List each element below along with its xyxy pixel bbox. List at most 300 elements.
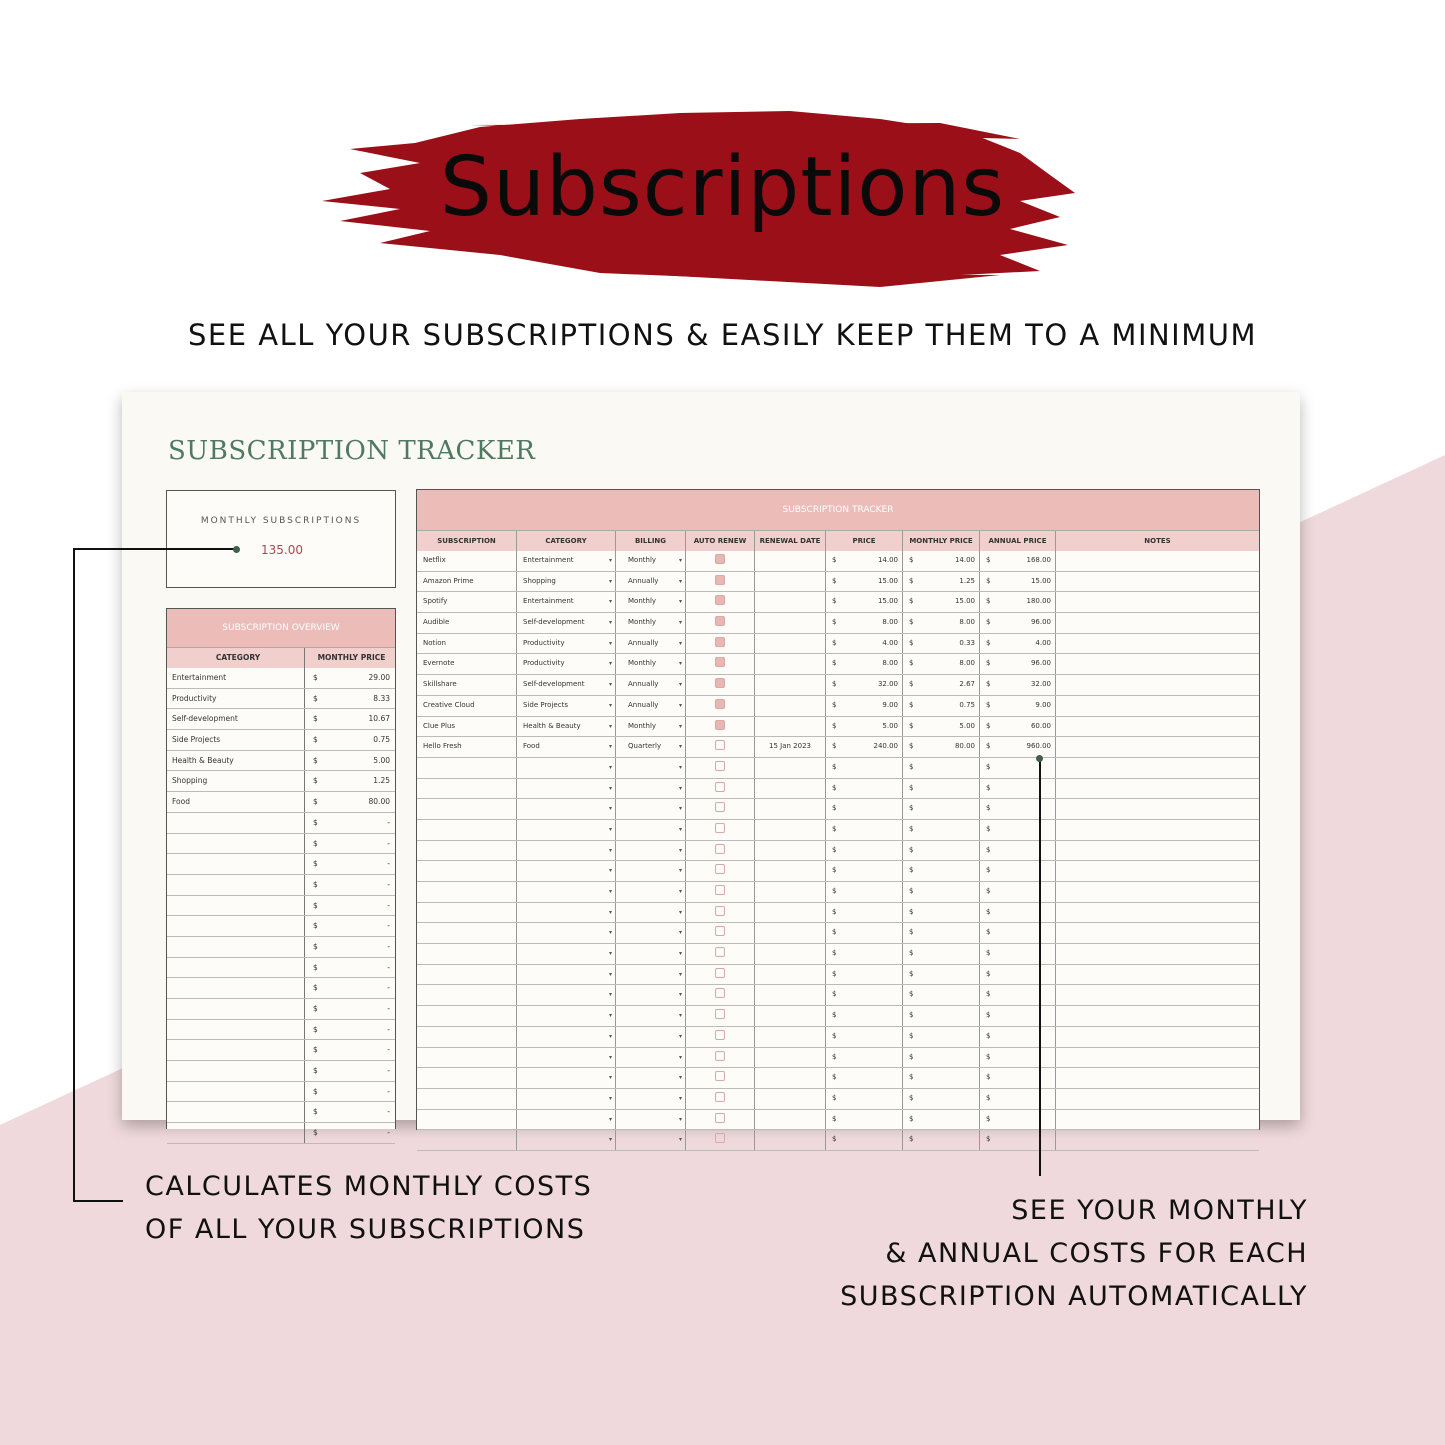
dropdown-arrow-icon[interactable]: ▾ xyxy=(608,991,612,999)
currency-symbol: $ xyxy=(313,797,318,807)
price-cell xyxy=(826,903,903,923)
auto-renew-checkbox[interactable] xyxy=(715,720,725,730)
notes-cell[interactable] xyxy=(1056,1027,1259,1047)
dropdown-arrow-icon[interactable]: ▾ xyxy=(678,743,682,751)
billing-dropdown[interactable] xyxy=(616,696,686,716)
dropdown-arrow-icon[interactable]: ▾ xyxy=(608,950,612,958)
dropdown-arrow-icon[interactable]: ▾ xyxy=(608,888,612,895)
subscription-cell[interactable] xyxy=(417,799,517,819)
overview-category-cell[interactable] xyxy=(167,1061,305,1081)
renewal-date-cell[interactable] xyxy=(755,551,826,571)
renewal-date-cell[interactable] xyxy=(755,903,826,923)
overview-price-value: 1.25 xyxy=(373,776,390,786)
category-dropdown[interactable] xyxy=(517,1006,616,1026)
overview-category-cell[interactable] xyxy=(167,854,305,874)
auto-renew-checkbox[interactable] xyxy=(715,1009,725,1019)
renewal-date-cell[interactable] xyxy=(755,696,826,716)
renewal-date-cell[interactable] xyxy=(755,861,826,881)
dropdown-arrow-icon[interactable]: ▾ xyxy=(678,784,682,792)
overview-body xyxy=(167,668,395,1144)
category-dropdown[interactable] xyxy=(517,592,616,612)
subscription-cell[interactable]: Creative Cloud xyxy=(417,696,517,716)
price-cell xyxy=(826,1006,903,1026)
subscription-cell[interactable] xyxy=(417,1130,517,1150)
renewal-date-cell[interactable] xyxy=(755,944,826,964)
overview-category-cell[interactable] xyxy=(167,896,305,916)
billing-dropdown[interactable] xyxy=(616,779,686,799)
overview-price-value: - xyxy=(387,879,390,889)
overview-category-cell[interactable] xyxy=(167,1102,305,1122)
subscription-overview-table xyxy=(166,608,396,1138)
subscription-cell[interactable]: Clue Plus xyxy=(417,717,517,737)
category-dropdown[interactable] xyxy=(517,1048,616,1068)
overview-price-cell xyxy=(305,668,395,688)
category-dropdown[interactable] xyxy=(517,654,616,674)
overview-category-cell[interactable] xyxy=(167,999,305,1019)
overview-category-cell[interactable] xyxy=(167,958,305,978)
dropdown-arrow-icon[interactable]: ▾ xyxy=(678,577,682,585)
billing-dropdown[interactable] xyxy=(616,675,686,695)
overview-category-cell[interactable]: Food xyxy=(167,792,305,812)
renewal-date-cell[interactable] xyxy=(755,841,826,861)
overview-category-cell[interactable] xyxy=(167,916,305,936)
auto-renew-checkbox[interactable] xyxy=(715,740,725,750)
billing-dropdown[interactable] xyxy=(616,965,686,985)
notes-cell[interactable] xyxy=(1056,634,1259,654)
dropdown-arrow-icon[interactable]: ▾ xyxy=(678,1074,682,1082)
category-dropdown[interactable] xyxy=(517,551,616,571)
currency-symbol: $ xyxy=(832,783,837,792)
overview-category-cell[interactable] xyxy=(167,813,305,833)
category-dropdown[interactable] xyxy=(517,613,616,633)
price-cell xyxy=(826,841,903,861)
dropdown-arrow-icon[interactable]: ▾ xyxy=(608,1012,612,1020)
subscription-cell[interactable] xyxy=(417,944,517,964)
overview-category-cell[interactable] xyxy=(167,978,305,998)
dropdown-arrow-icon[interactable]: ▾ xyxy=(678,929,682,937)
auto-renew-checkbox[interactable] xyxy=(715,1092,725,1102)
category-dropdown[interactable] xyxy=(517,1089,616,1109)
renewal-date-cell[interactable] xyxy=(755,572,826,592)
billing-dropdown[interactable] xyxy=(616,799,686,819)
subscription-cell[interactable] xyxy=(417,1006,517,1026)
category-dropdown[interactable] xyxy=(517,1110,616,1130)
billing-dropdown[interactable] xyxy=(616,1130,686,1150)
billing-dropdown[interactable] xyxy=(616,613,686,633)
notes-cell[interactable] xyxy=(1056,717,1259,737)
category-dropdown[interactable] xyxy=(517,903,616,923)
subscription-cell[interactable] xyxy=(417,841,517,861)
auto-renew-checkbox[interactable] xyxy=(715,678,725,688)
currency-symbol: $ xyxy=(986,824,991,833)
dropdown-arrow-icon[interactable]: ▾ xyxy=(678,1094,682,1102)
renewal-date-cell[interactable] xyxy=(755,675,826,695)
category-dropdown[interactable] xyxy=(517,696,616,716)
notes-cell[interactable] xyxy=(1056,841,1259,861)
notes-cell[interactable] xyxy=(1056,779,1259,799)
billing-dropdown[interactable] xyxy=(616,861,686,881)
category-dropdown[interactable] xyxy=(517,779,616,799)
notes-cell[interactable] xyxy=(1056,903,1259,923)
notes-cell[interactable] xyxy=(1056,985,1259,1005)
dropdown-arrow-icon[interactable]: ▾ xyxy=(608,1053,612,1061)
billing-dropdown[interactable] xyxy=(616,944,686,964)
auto-renew-checkbox[interactable] xyxy=(715,616,725,626)
category-dropdown[interactable] xyxy=(517,1130,616,1150)
notes-cell[interactable] xyxy=(1056,799,1259,819)
category-dropdown[interactable] xyxy=(517,1027,616,1047)
annual-price-cell-value: 168.00 xyxy=(1026,556,1051,564)
dropdown-arrow-icon[interactable]: ▾ xyxy=(608,867,612,875)
notes-cell[interactable] xyxy=(1056,572,1259,592)
subscription-cell[interactable]: Netflix xyxy=(417,551,517,571)
dropdown-arrow-icon[interactable]: ▾ xyxy=(678,1115,682,1123)
notes-cell[interactable] xyxy=(1056,965,1259,985)
auto-renew-cell xyxy=(686,799,755,819)
billing-dropdown[interactable] xyxy=(616,1110,686,1130)
billing-dropdown[interactable] xyxy=(616,903,686,923)
notes-cell[interactable] xyxy=(1056,1048,1259,1068)
billing-dropdown[interactable] xyxy=(616,985,686,1005)
subscription-cell[interactable]: Spotify xyxy=(417,592,517,612)
currency-symbol: $ xyxy=(909,721,914,730)
subscription-cell[interactable] xyxy=(417,758,517,778)
price-cell xyxy=(826,717,903,737)
notes-cell[interactable] xyxy=(1056,737,1259,757)
billing-dropdown[interactable] xyxy=(616,654,686,674)
auto-renew-cell xyxy=(686,634,755,654)
dropdown-arrow-icon[interactable]: ▾ xyxy=(678,598,682,606)
dropdown-arrow-icon[interactable]: ▾ xyxy=(608,1136,612,1144)
renewal-date-cell[interactable] xyxy=(755,592,826,612)
billing-dropdown[interactable] xyxy=(616,1089,686,1109)
renewal-date-cell[interactable] xyxy=(755,1006,826,1026)
price-cell-value: 15.00 xyxy=(877,576,898,585)
category-dropdown[interactable] xyxy=(517,882,616,902)
renewal-date-cell[interactable] xyxy=(755,985,826,1005)
overview-category-cell[interactable] xyxy=(167,1082,305,1102)
dropdown-arrow-icon[interactable]: ▾ xyxy=(608,846,612,854)
notes-cell[interactable] xyxy=(1056,758,1259,778)
dropdown-arrow-icon[interactable]: ▾ xyxy=(678,888,682,895)
renewal-date-cell[interactable] xyxy=(755,799,826,819)
auto-renew-checkbox[interactable] xyxy=(715,988,725,998)
overview-price-value: 29.00 xyxy=(368,673,390,682)
overview-category-cell[interactable] xyxy=(167,1040,305,1060)
renewal-date-cell[interactable] xyxy=(755,779,826,799)
renewal-date-cell[interactable] xyxy=(755,634,826,654)
category-dropdown[interactable] xyxy=(517,717,616,737)
auto-renew-checkbox[interactable] xyxy=(715,844,725,854)
renewal-date-cell[interactable] xyxy=(755,882,826,902)
currency-symbol: $ xyxy=(832,928,837,937)
category-dropdown[interactable] xyxy=(517,944,616,964)
dropdown-arrow-icon[interactable]: ▾ xyxy=(678,681,682,689)
dropdown-arrow-icon[interactable]: ▾ xyxy=(608,660,612,668)
overview-category-cell[interactable] xyxy=(167,834,305,854)
category-dropdown[interactable] xyxy=(517,861,616,881)
category-dropdown[interactable] xyxy=(517,799,616,819)
renewal-date-cell[interactable] xyxy=(755,613,826,633)
category-dropdown[interactable] xyxy=(517,965,616,985)
subscription-cell[interactable] xyxy=(417,820,517,840)
dropdown-arrow-icon[interactable]: ▾ xyxy=(678,908,682,916)
annual-price-cell-value: 960.00 xyxy=(1026,742,1051,751)
billing-dropdown[interactable] xyxy=(616,923,686,943)
currency-symbol: $ xyxy=(832,700,837,709)
auto-renew-checkbox[interactable] xyxy=(715,595,725,605)
subscription-cell[interactable] xyxy=(417,861,517,881)
notes-cell[interactable] xyxy=(1056,1110,1259,1130)
auto-renew-checkbox[interactable] xyxy=(715,802,725,812)
subscription-cell[interactable] xyxy=(417,1089,517,1109)
notes-cell[interactable] xyxy=(1056,592,1259,612)
category-dropdown[interactable] xyxy=(517,985,616,1005)
renewal-date-cell[interactable] xyxy=(755,654,826,674)
notes-cell[interactable] xyxy=(1056,1006,1259,1026)
subscription-cell[interactable] xyxy=(417,985,517,1005)
auto-renew-checkbox[interactable] xyxy=(715,885,725,895)
headline: Subscriptions xyxy=(439,140,1006,235)
monthly-price-cell-value: 80.00 xyxy=(954,742,975,751)
category-dropdown[interactable] xyxy=(517,841,616,861)
price-cell xyxy=(826,1048,903,1068)
billing-dropdown[interactable] xyxy=(616,1027,686,1047)
overview-category-cell[interactable]: Self-development xyxy=(167,709,305,729)
billing-dropdown[interactable] xyxy=(616,737,686,757)
notes-cell[interactable] xyxy=(1056,1130,1259,1150)
dropdown-arrow-icon[interactable]: ▾ xyxy=(608,743,612,751)
renewal-date-cell[interactable] xyxy=(755,965,826,985)
dropdown-arrow-icon[interactable]: ▾ xyxy=(678,1012,682,1020)
renewal-date-cell[interactable] xyxy=(755,1027,826,1047)
billing-dropdown[interactable] xyxy=(616,758,686,778)
auto-renew-checkbox[interactable] xyxy=(715,699,725,709)
category-dropdown[interactable] xyxy=(517,737,616,757)
monthly-price-cell xyxy=(903,965,980,985)
auto-renew-checkbox[interactable] xyxy=(715,1030,725,1040)
billing-dropdown[interactable] xyxy=(616,1006,686,1026)
overview-category-cell[interactable]: Side Projects xyxy=(167,730,305,750)
dropdown-arrow-icon[interactable]: ▾ xyxy=(678,701,682,709)
dropdown-arrow-icon[interactable]: ▾ xyxy=(608,1032,612,1040)
auto-renew-checkbox[interactable] xyxy=(715,761,725,771)
notes-cell[interactable] xyxy=(1056,613,1259,633)
auto-renew-checkbox[interactable] xyxy=(715,575,725,585)
notes-cell[interactable] xyxy=(1056,820,1259,840)
auto-renew-checkbox[interactable] xyxy=(715,1071,725,1081)
overview-category-cell[interactable]: Productivity xyxy=(167,689,305,709)
subscription-cell[interactable]: Skillshare xyxy=(417,675,517,695)
category-dropdown[interactable] xyxy=(517,923,616,943)
dropdown-arrow-icon[interactable]: ▾ xyxy=(678,825,682,833)
overview-category-cell[interactable]: Health & Beauty xyxy=(167,751,305,771)
auto-renew-checkbox[interactable] xyxy=(715,1051,725,1061)
notes-cell[interactable] xyxy=(1056,1089,1259,1109)
dropdown-arrow-icon[interactable]: ▾ xyxy=(608,639,612,647)
overview-category-cell[interactable]: Shopping xyxy=(167,771,305,791)
subscription-cell[interactable] xyxy=(417,1110,517,1130)
auto-renew-checkbox[interactable] xyxy=(715,926,725,936)
subscription-cell[interactable] xyxy=(417,1048,517,1068)
monthly-price-cell xyxy=(903,696,980,716)
dropdown-arrow-icon[interactable]: ▾ xyxy=(678,557,682,564)
overview-category-cell[interactable] xyxy=(167,1123,305,1143)
auto-renew-checkbox[interactable] xyxy=(715,823,725,833)
currency-symbol: $ xyxy=(313,921,318,931)
dropdown-arrow-icon[interactable]: ▾ xyxy=(678,950,682,958)
renewal-date-cell[interactable] xyxy=(755,1130,826,1150)
category-dropdown[interactable] xyxy=(517,572,616,592)
dropdown-arrow-icon[interactable]: ▾ xyxy=(608,598,612,606)
renewal-date-cell[interactable] xyxy=(755,717,826,737)
dropdown-arrow-icon[interactable]: ▾ xyxy=(678,1053,682,1061)
subscription-cell[interactable]: Notion xyxy=(417,634,517,654)
overview-row xyxy=(167,958,395,979)
overview-category-cell[interactable]: Entertainment xyxy=(167,668,305,688)
dropdown-arrow-icon[interactable]: ▾ xyxy=(608,970,612,978)
auto-renew-checkbox[interactable] xyxy=(715,1113,725,1123)
auto-renew-checkbox[interactable] xyxy=(715,864,725,874)
currency-symbol: $ xyxy=(986,638,991,647)
dropdown-arrow-icon[interactable]: ▾ xyxy=(608,722,612,730)
subscription-cell[interactable] xyxy=(417,1068,517,1088)
dropdown-arrow-icon[interactable]: ▾ xyxy=(608,805,612,813)
dropdown-arrow-icon[interactable]: ▾ xyxy=(678,846,682,854)
dropdown-arrow-icon[interactable]: ▾ xyxy=(608,908,612,916)
billing-dropdown[interactable] xyxy=(616,717,686,737)
notes-cell[interactable] xyxy=(1056,696,1259,716)
notes-cell[interactable] xyxy=(1056,923,1259,943)
subscription-cell[interactable] xyxy=(417,965,517,985)
renewal-date-cell[interactable] xyxy=(755,1048,826,1068)
dropdown-arrow-icon[interactable]: ▾ xyxy=(608,577,612,585)
auto-renew-checkbox[interactable] xyxy=(715,968,725,978)
dropdown-arrow-icon[interactable]: ▾ xyxy=(608,825,612,833)
subscription-cell[interactable]: Evernote xyxy=(417,654,517,674)
overview-row xyxy=(167,1061,395,1082)
overview-category-cell[interactable] xyxy=(167,875,305,895)
monthly-price-cell xyxy=(903,985,980,1005)
dropdown-arrow-icon[interactable]: ▾ xyxy=(678,660,682,668)
billing-dropdown[interactable] xyxy=(616,592,686,612)
currency-symbol: $ xyxy=(832,866,837,875)
auto-renew-checkbox[interactable] xyxy=(715,637,725,647)
billing-dropdown[interactable] xyxy=(616,820,686,840)
category-dropdown[interactable] xyxy=(517,675,616,695)
dropdown-arrow-icon[interactable]: ▾ xyxy=(608,681,612,689)
dropdown-arrow-icon[interactable]: ▾ xyxy=(678,991,682,999)
notes-cell[interactable] xyxy=(1056,882,1259,902)
auto-renew-checkbox[interactable] xyxy=(715,782,725,792)
overview-category-cell[interactable] xyxy=(167,1020,305,1040)
billing-value: Annually xyxy=(628,576,659,585)
notes-cell[interactable] xyxy=(1056,1068,1259,1088)
category-dropdown[interactable] xyxy=(517,634,616,654)
renewal-date-cell[interactable] xyxy=(755,820,826,840)
overview-price-value: - xyxy=(387,1086,390,1096)
tracker-row xyxy=(417,1006,1259,1027)
annual-price-cell xyxy=(980,758,1056,778)
dropdown-arrow-icon[interactable]: ▾ xyxy=(678,867,682,875)
subscription-cell[interactable] xyxy=(417,1027,517,1047)
billing-dropdown[interactable] xyxy=(616,572,686,592)
dropdown-arrow-icon[interactable]: ▾ xyxy=(608,619,612,627)
renewal-date-cell[interactable] xyxy=(755,1068,826,1088)
auto-renew-checkbox[interactable] xyxy=(715,657,725,667)
dropdown-arrow-icon[interactable]: ▾ xyxy=(678,1032,682,1040)
subscription-cell[interactable]: Amazon Prime xyxy=(417,572,517,592)
price-cell xyxy=(826,758,903,778)
billing-dropdown[interactable] xyxy=(616,841,686,861)
dropdown-arrow-icon[interactable]: ▾ xyxy=(608,1115,612,1123)
subscription-cell[interactable] xyxy=(417,779,517,799)
price-cell-value: 8.00 xyxy=(882,618,898,627)
dropdown-arrow-icon[interactable]: ▾ xyxy=(608,929,612,937)
notes-cell[interactable] xyxy=(1056,944,1259,964)
dropdown-arrow-icon[interactable]: ▾ xyxy=(608,763,612,771)
dropdown-arrow-icon[interactable]: ▾ xyxy=(608,784,612,792)
overview-price-value: - xyxy=(387,921,390,931)
subscription-cell[interactable]: Hello Fresh xyxy=(417,737,517,757)
notes-cell[interactable] xyxy=(1056,654,1259,674)
auto-renew-checkbox[interactable] xyxy=(715,947,725,957)
monthly-subscriptions-value: 135.00 xyxy=(261,543,303,557)
dropdown-arrow-icon[interactable]: ▾ xyxy=(678,805,682,813)
notes-cell[interactable] xyxy=(1056,861,1259,881)
category-dropdown[interactable] xyxy=(517,1068,616,1088)
dropdown-arrow-icon[interactable]: ▾ xyxy=(678,1136,682,1144)
auto-renew-checkbox[interactable] xyxy=(715,1133,725,1143)
auto-renew-checkbox[interactable] xyxy=(715,906,725,916)
billing-dropdown[interactable] xyxy=(616,882,686,902)
dropdown-arrow-icon[interactable]: ▾ xyxy=(678,619,682,627)
subscription-cell[interactable] xyxy=(417,923,517,943)
dropdown-arrow-icon[interactable]: ▾ xyxy=(608,557,612,564)
dropdown-arrow-icon[interactable]: ▾ xyxy=(678,763,682,771)
renewal-date-cell[interactable] xyxy=(755,923,826,943)
notes-cell[interactable] xyxy=(1056,551,1259,571)
subscription-cell[interactable] xyxy=(417,882,517,902)
dropdown-arrow-icon[interactable]: ▾ xyxy=(678,639,682,647)
subscription-cell[interactable]: Audible xyxy=(417,613,517,633)
category-dropdown[interactable] xyxy=(517,820,616,840)
auto-renew-checkbox[interactable] xyxy=(715,554,725,564)
dropdown-arrow-icon[interactable]: ▾ xyxy=(608,1074,612,1082)
dropdown-arrow-icon[interactable]: ▾ xyxy=(608,701,612,709)
billing-dropdown[interactable] xyxy=(616,1068,686,1088)
billing-value: Annually xyxy=(628,638,659,647)
renewal-date-cell[interactable] xyxy=(755,758,826,778)
dropdown-arrow-icon[interactable]: ▾ xyxy=(678,722,682,730)
dropdown-arrow-icon[interactable]: ▾ xyxy=(678,970,682,978)
annual-price-cell xyxy=(980,861,1056,881)
overview-category-cell[interactable] xyxy=(167,937,305,957)
billing-dropdown[interactable] xyxy=(616,551,686,571)
billing-dropdown[interactable] xyxy=(616,634,686,654)
category-dropdown[interactable] xyxy=(517,758,616,778)
dropdown-arrow-icon[interactable]: ▾ xyxy=(608,1094,612,1102)
currency-symbol: $ xyxy=(832,1052,837,1061)
overview-price-cell xyxy=(305,709,395,729)
notes-cell[interactable] xyxy=(1056,675,1259,695)
renewal-date-cell[interactable] xyxy=(755,1110,826,1130)
billing-dropdown[interactable] xyxy=(616,1048,686,1068)
billing-value: Monthly xyxy=(628,556,657,564)
renewal-date-cell[interactable]: 15 Jan 2023 xyxy=(755,737,826,757)
renewal-date-cell[interactable] xyxy=(755,1089,826,1109)
subscription-cell[interactable] xyxy=(417,903,517,923)
